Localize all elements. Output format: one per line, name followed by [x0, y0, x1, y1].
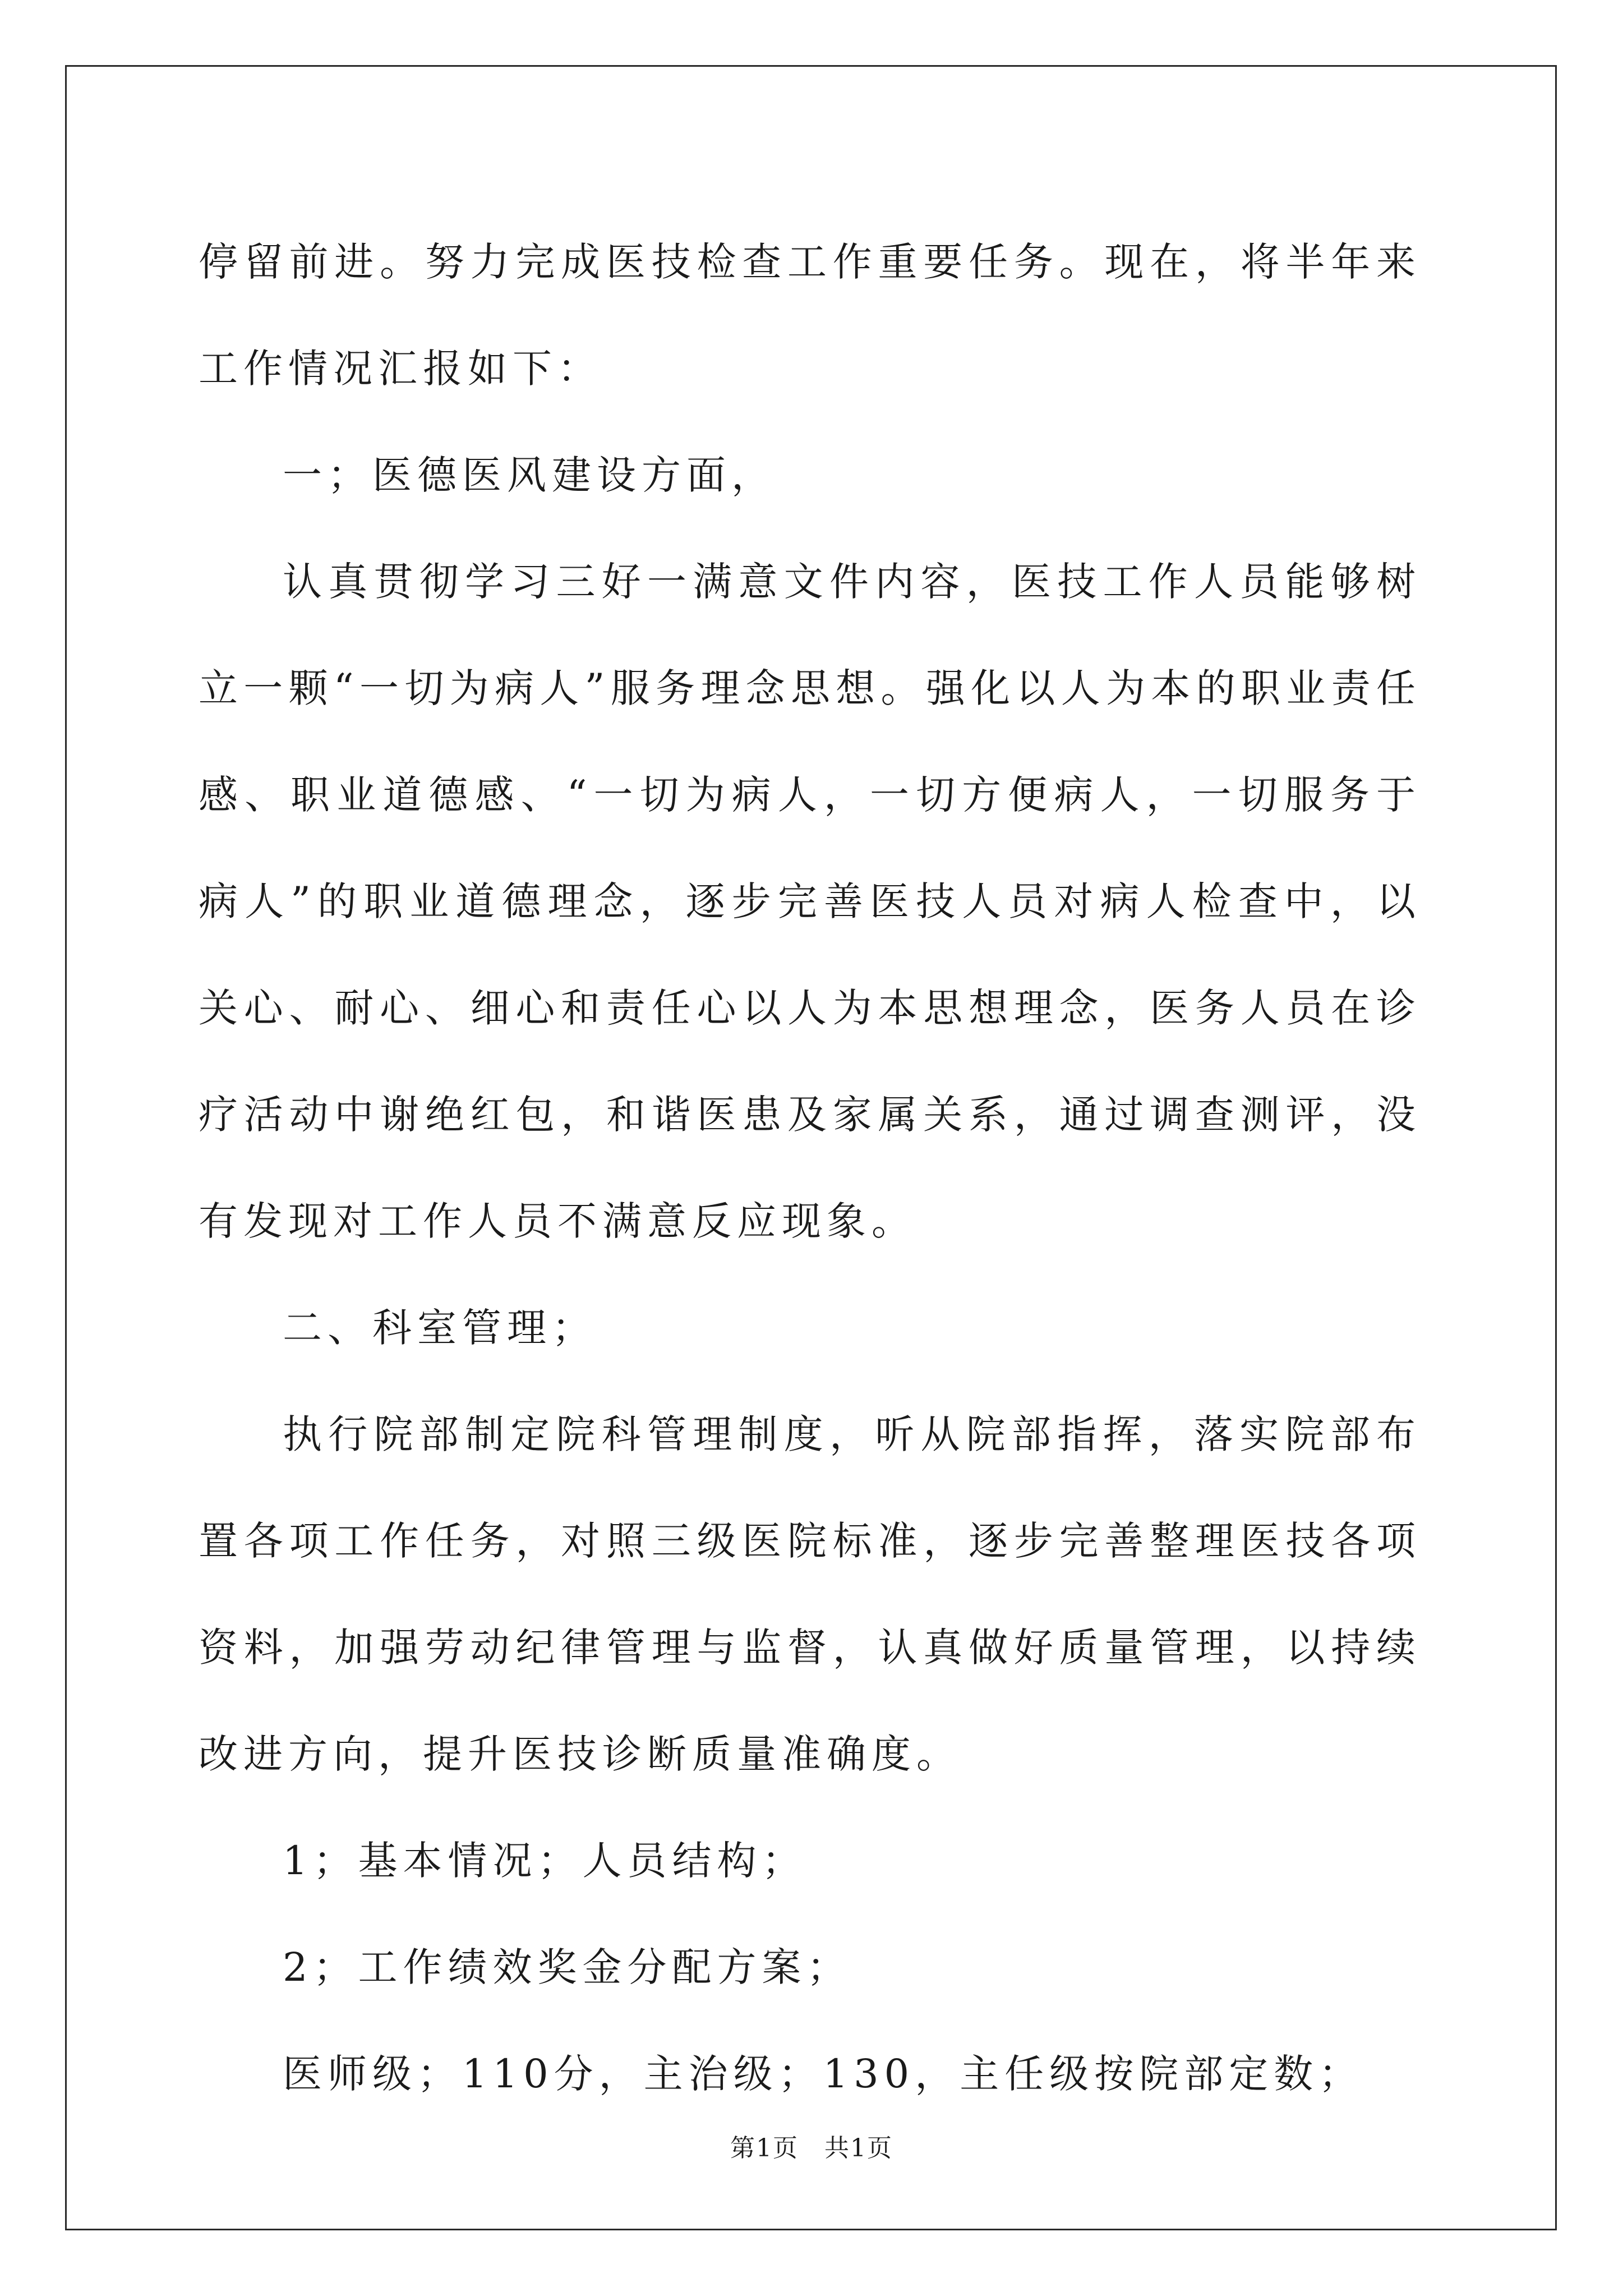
list-item-bonus-plan: 2；工作绩效奖金分配方案；	[283, 1944, 852, 1990]
paragraph-intro: 停留前进。努力完成医技检查工作重要任务。现在，将半年来工作情况汇报如下：	[199, 239, 1421, 392]
section-heading-medical-ethics: 一；医德医风建设方面，	[283, 452, 776, 498]
paragraph-medical-ethics: 认真贯彻学习三好一满意文件内容，医技工作人员能够树立一颗“一切为病人”服务理念思想。强化以人为本的职业责任感、职业道德感、“一切为病人，一切方便病人，一切服务于病人”的职业道德理念，逐步完善医技人员对病人检查中，以关心、耐心、细心和责任心以人为本思想理念，医务人员在诊疗活动中谢绝红包，和谐医患及家属关系，通过调查测评，没有发现对工作人员不满意反应现象。	[199, 559, 1421, 1244]
page-number-footer: 第1页 共1页	[730, 2134, 893, 2162]
document-body	[199, 209, 1421, 2127]
paragraph-department-management: 执行院部制定院科管理制度，听从院部指挥，落实院部布置各项工作任务，对照三级医院标准，逐步完善整理医技各项资料，加强劳动纪律管理与监督，认真做好质量管理，以持续改进方向，提升医技诊断质量准确度。	[199, 1411, 1421, 1777]
paragraph-physician-scores: 医师级；110分，主治级；130，主任级按院部定数；	[283, 2051, 1364, 2097]
section-heading-department-management: 二、科室管理；	[283, 1305, 597, 1351]
list-item-basic-situation: 1；基本情况；人员结构；	[283, 1838, 807, 1884]
